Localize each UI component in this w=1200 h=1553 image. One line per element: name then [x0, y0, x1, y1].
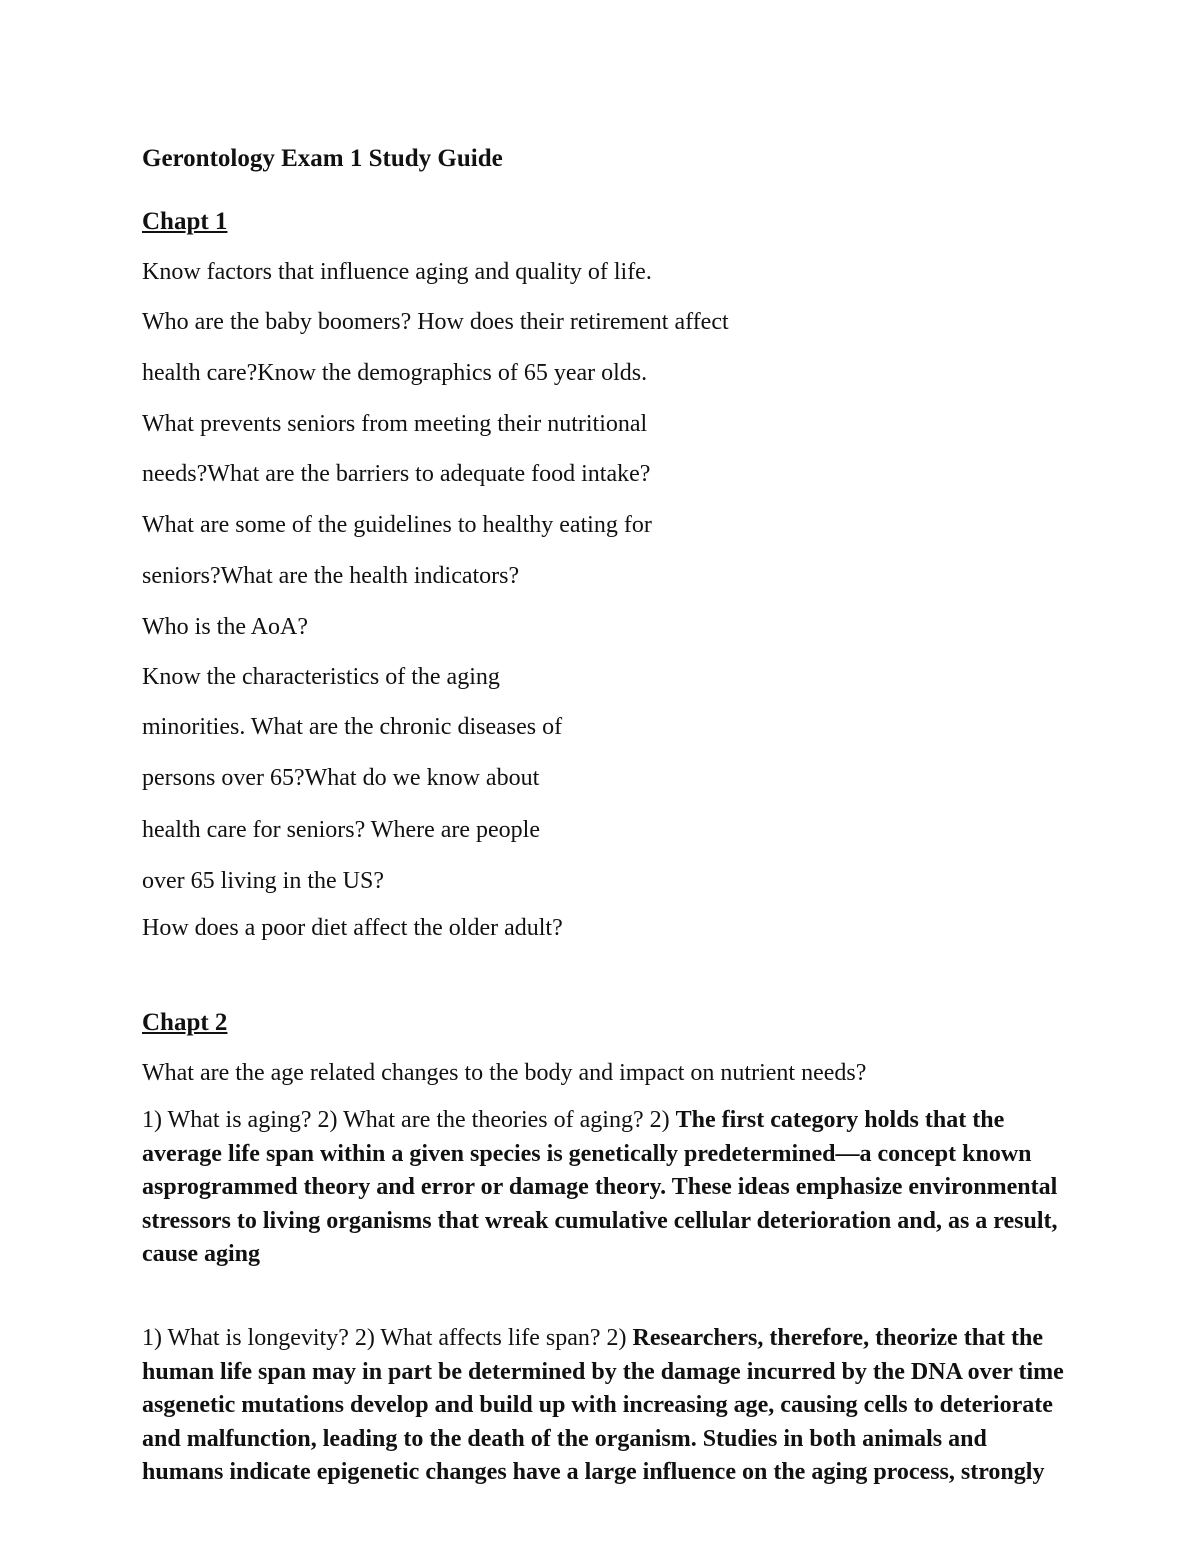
chapter-1-line: How does a poor diet affect the older adult?	[142, 915, 563, 941]
chapter-1-line: Who is the AoA?	[142, 614, 308, 640]
chapter-2-heading: Chapt 2	[142, 1009, 228, 1036]
chapter-1-line: persons over 65?What do we know about	[142, 765, 540, 791]
question-text: 1) What is aging? 2) What are the theories of aging? 2)	[142, 1107, 676, 1133]
chapter-2-paragraph-longevity	[142, 1322, 1067, 1490]
chapter-1-line: What prevents seniors from meeting their nutritional	[142, 411, 648, 437]
document-title: Gerontology Exam 1 Study Guide	[142, 145, 503, 172]
chapter-1-line: over 65 living in the US?	[142, 868, 384, 894]
chapter-2-intro: What are the age related changes to the body and impact on nutrient needs?	[142, 1060, 867, 1086]
answer-text: Researchers, therefore, theorize that the human life span may in part be determined by the damage incurred by the DNA over time asgenetic mutations develop and build up with increasing age, causing cells to deteriorate and malfunction, leading to the death of the organism. Studies in both animals and humans indicate epigenetic changes have a large influence on the aging process, strongly	[142, 1325, 1064, 1486]
chapter-1-line: minorities. What are the chronic diseases of	[142, 714, 563, 740]
chapter-1-heading: Chapt 1	[142, 208, 228, 235]
chapter-1-line: seniors?What are the health indicators?	[142, 563, 520, 589]
chapter-1-line: health care for seniors? Where are people	[142, 817, 541, 843]
chapter-1-line: Who are the baby boomers? How does their retirement affect	[142, 309, 729, 335]
chapter-1-line: needs?What are the barriers to adequate food intake?	[142, 461, 651, 487]
question-text: 1) What is longevity? 2) What affects life span? 2)	[142, 1325, 633, 1351]
chapter-1-line: health care?Know the demographics of 65 year olds.	[142, 360, 648, 386]
chapter-1-line: What are some of the guidelines to healthy eating for	[142, 512, 652, 538]
answer-text: The first category holds that the average life span within a given species is genetically predetermined—a concept known asprogrammed theory and error or damage theory. These ideas emphasize environmental stressors to living organisms that wreak cumulative cellular deterioration and, as a result, cause aging	[142, 1107, 1058, 1268]
chapter-2-paragraph-aging	[142, 1104, 1067, 1272]
chapter-1-line: Know the characteristics of the aging	[142, 664, 500, 690]
chapter-1-line: Know factors that influence aging and quality of life.	[142, 259, 652, 285]
